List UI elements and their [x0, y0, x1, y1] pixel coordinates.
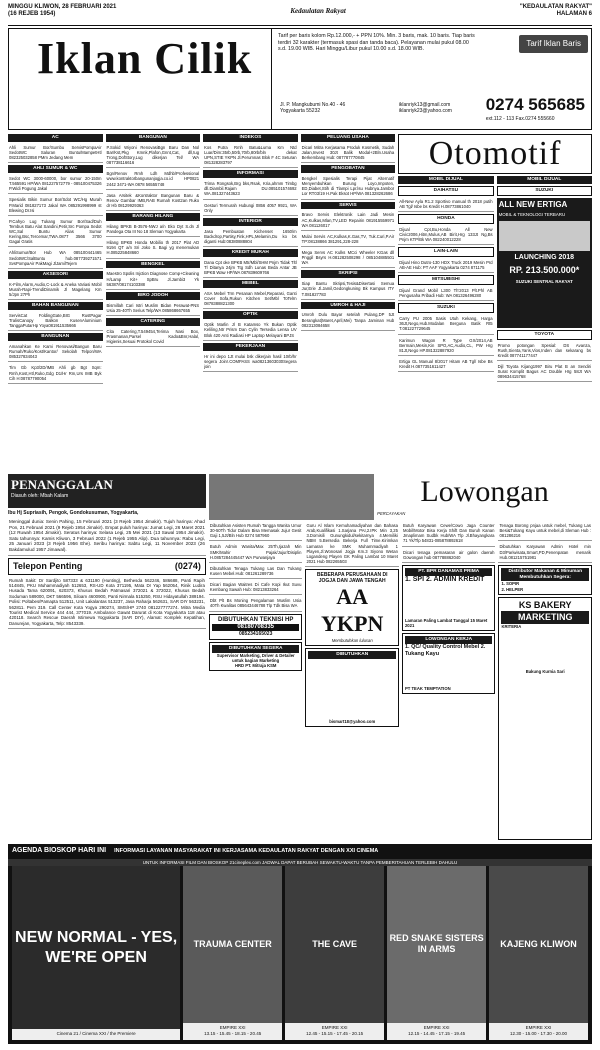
- ad-item: P.Cahyo Lug Tukang Sumur Bor/Sad/Duh Tembus Batu Alat Sandini,Petir,Src Pompa Sedot WC,Sal Buntu Alias Sumur Kering,Bsc,Tercemar,TWA.0877 3566 3700 Gagal Gratis: [8, 218, 103, 248]
- ad-item: Bravo Servis Elektronik Lain Jadi Mesin AC,Kulkas,Mlan,TV,LED Repairin 081915559971 WA 081126017: [301, 211, 396, 230]
- cat-mitsubishi: MITSUBISHI: [398, 275, 493, 285]
- category-header: PELUANG USAHA: [301, 134, 396, 142]
- category-header: AKSESORI: [8, 271, 103, 279]
- bpr-deadline: Lamaran Paling Lambat Tanggal 15 Maret 2021: [404, 618, 488, 629]
- lowongan-col-3: [402, 522, 496, 840]
- segera-hrd: HRD PT. Mitraja KSM: [234, 663, 277, 669]
- tarif-tag: Tarif Iklan Baris: [519, 35, 588, 53]
- ykpn-headline: BEBERAPA PERUSAHAAN DI JOGJA DAN JAWA TENGAH: [316, 572, 388, 585]
- poster-image: KAJENG KLIWON: [489, 866, 588, 1023]
- phone-block: [486, 95, 591, 122]
- distributor-helper: 2. HELPER: [501, 586, 524, 592]
- email-1[interactable]: iklanriyk13@gmail.com: [398, 102, 451, 109]
- column-4: [301, 134, 396, 470]
- ad-item: Hilang BPKB B-3576-NWJ a/n Eko Dyt S.dn Jl Pandega Ota III No 18 Sleman Yogyakarta: [106, 223, 201, 237]
- deceased-name: Ibu Hj Supriasih, Pengok, Gondokusuman, Yogyakarta,: [8, 510, 139, 516]
- showtime-info: [285, 1023, 384, 1041]
- job-ad: Dicari Bagian Waitres Di Cafe Kopi Ikut Suvu Kembang Sawah Hub: 08213833264: [209, 581, 303, 595]
- ertiga-price: RP. 213.500.000*: [509, 265, 580, 276]
- cat-mobil-dijual: MOBIL DIJUAL: [398, 176, 493, 184]
- page-header: [8, 4, 592, 26]
- theater-name: Cinema 21 / Cinema XXI / the Premiere: [56, 1031, 136, 1037]
- jawa-date-line: (16 REJEB 1954): [8, 11, 56, 18]
- bpr-positions: 1. SPI 2. ADMIN KREDIT: [404, 575, 485, 583]
- column-2: [106, 134, 201, 470]
- distributor-sopir: 1. SOPIR: [501, 581, 520, 587]
- ad-item: K-Film,Alarm,Audio,C-Lock & Aneka Variasi Mobil Murah-Rapi-TrendiDinamik Jl Magelang Km 5/Jpn 27Ph: [8, 281, 103, 300]
- category-header: OPTIK: [203, 311, 298, 319]
- category-header: MEBEL: [203, 280, 298, 288]
- category-header: PEKERJAAN: [203, 343, 298, 351]
- ad-item: Gesturi Termurah Hubungi 0856 4057 9921, WA Only: [203, 202, 298, 216]
- lowongan-section: [209, 474, 592, 840]
- ad-item: All-New Ayla R1.2 Sportivo manual th 2018 putih AB Tgl/ Isbe bs Kredit H.08773861040: [398, 198, 493, 212]
- theater-name: EMPIRE XXI: [321, 1024, 348, 1030]
- ad-item: Hilang BPKB Honda Mobilio th 2017 Plat AD 9194 QT a/n Sri Joko S. Bagi yg menemukan H.085225848660: [106, 239, 201, 258]
- category-header: SKRIPSI: [301, 270, 396, 278]
- category-header: BIRO JODOH: [106, 292, 201, 300]
- ad-item: Promo potongan Spesial: DS Avanza, Rush,Sienta,Yaris,Vios,Inden dan sekarang bs Kredit 087741177447: [497, 342, 592, 361]
- agenda-bioskop: [8, 844, 592, 1044]
- job-ad: Guru Al Islam Kemuhamadiyahan dan Bahasa Arab,Kualifikasi 1.Sarjana PAI,2.IPK Min 3,25 3.Domisili Gunungkidul/sekitarnya 4.Memiliki NBM 5.Bersedia Bekerja Full Time.Kirimkan Lamaran ke SMK Muhammadiyah 1 Playen,Jl.Wonosari Jogja Km.3 Siyono Wetan Logandeng Playen GK Paling Lambat 10 Maret 2021 Hub 082265503: [305, 522, 399, 567]
- film-poster: [183, 866, 282, 1040]
- ykpn-ad: [305, 569, 399, 646]
- teknisi-phone: 08180708335: [212, 624, 300, 631]
- otomotif-section: [398, 134, 592, 470]
- tarif-text: Tarif per baris kolom Rp.12.000,- + PPN 10%. Min. 3 baris, mak. 10 baris. Tiap baris terdiri 32 karakter (termasuk spasi dan tanda baca). Pelayanan mulai pukul 08.00 s.d. 19.00 WIB. Hari Minggu/Libur pukul 10.00 s.d. 18.00 WIB.: [278, 33, 475, 53]
- otomotif-col-1: [398, 176, 493, 470]
- tp-title: Telepon Penting: [13, 560, 83, 571]
- penanggalan-title: PENANGGALAN: [11, 477, 113, 492]
- ksbakery-position: MARKETING: [501, 611, 589, 624]
- ad-item: Siap Bantu Skripsi,Tesis&Disertasi Semua Jur,Erie Jl.Jamil,Gedongkuning Bk Kampus ITY T.081827783: [301, 280, 396, 299]
- bpr-ad: [402, 565, 496, 632]
- ad-item: Umroh Dulu Bayar setelah Pulang,DP 5Jt Berangkat(Maret,April,Mei) Tanpa Jaminan Hub 082313084658: [301, 311, 396, 330]
- lowongan-col-1: [209, 522, 303, 840]
- lowongan-columns: [209, 522, 592, 840]
- showtimes: 12.45 - 15.15 - 17.45 - 20.15: [306, 1031, 364, 1037]
- column-3: [203, 134, 298, 470]
- ad-item: Mulai Servis AC,Kulkas,K.Gas,TV, Tuk.Curi,P.Air TP:08138866 381291,228-228: [301, 233, 396, 247]
- penanggalan-subtitle: Diasuh oleh: Mbah Kalam: [11, 492, 69, 499]
- ad-item: Amanahkan Ke Kami Renovasi/Bangun Baru Rumah/Ruko/Kost/Kantor/ Sekolah Telpon/WA 085327834043: [8, 343, 103, 362]
- segera-ad: [209, 642, 303, 671]
- lowongan-col-4: [498, 522, 592, 840]
- middle-section: [8, 474, 592, 840]
- ad-item: Ahli Sumur Bor/Sumbu ServisPompaAir SedotWC Saluran Buntu/MampetHtl 082325032858 PMm Jedang Mem: [8, 144, 103, 163]
- category-header: UMROH & HAJI: [301, 302, 396, 310]
- teak-company: PT TEAK TEMPTATION: [404, 685, 451, 691]
- ad-item: ServisCat FoldingGate,BIG RustPagar TralisCanopy Balkon KusenAluminium TanggaPutarHp Yoya081911535666: [8, 312, 103, 331]
- category-header: PENGOBATAN: [301, 165, 396, 173]
- showtime-info: [12, 1029, 180, 1040]
- launch-text: LAUNCHING 2018: [514, 253, 575, 261]
- ksbakery-requirements: [501, 629, 589, 669]
- telepon-penting-text: Rumah Sakit: Dr Sardjito 587333 & 631190 (Hunting), Bethesda 562246, 586688, Panti Rapih 514845, PKU Muhammadiyah 512653, RS-UD Kota 371195, Mata Dr Yap 562054, Rinik Ludira Husada Tama 620091, 620373, Khusus Bedah Patmasari 372021 & 372022, Khusus Bedah Soduman 589000, DKT 566596, Siloam 4600900, Panti Nirmala 515250, RSU Hidayatullah 389194. Polisi: Poltabes/Pamapta 512511, Unit Lakalantas 513237, Jasa Raharja 562631, SAR DIY 563231, 562811. Pem 319. Call Center Kota Yogya 290274, SMS/HP 2740 081227777274. Mitra Media Tourist Medical Service 444 444, 377019. Ambulance Gawat Darurat di Kota Yogyakarta 118 atau 420118. Search Rescue Daerah Istimewa Yogyakarta (SAR DIY), Alamat: Komplek Kepatihan, Danurejan, Yogyakarta, Telp: 8543339.: [8, 577, 206, 629]
- email-2[interactable]: iklanriyk23@yahoo.com: [398, 108, 452, 115]
- showtime-info: [387, 1023, 486, 1041]
- cat-suzuki: SUZUKI: [497, 186, 592, 196]
- film-poster: [489, 866, 588, 1040]
- teak-positions: 1. QC/ Quality Control Mebel 2. Tukang Kayu: [404, 644, 486, 657]
- ad-item: Bismillah Cari Istri Muslim Bidan Perawat-PNS Usia 25-40Th Serius Telp/WA 085868667655: [106, 302, 201, 316]
- film-poster: [285, 866, 384, 1040]
- dibutuhkan-ad: [305, 648, 399, 727]
- category-header: SERVIS: [301, 202, 396, 210]
- job-ad: Dibutuhkan Tenaga Tukang Las Dan Tukang Kusen Mebel.Hub: 081261289736: [209, 565, 303, 579]
- teknisi-hp-ad: [209, 614, 303, 641]
- ad-item: Sedot WC 3000-60000, bor sumur 20-150m T.565591 HP/WA 081227572779 - 085100475326 P.Widi Pogung Jakal: [8, 175, 103, 194]
- ad-item: Trima Rongsok,Brg bks,Rsak, Kria,ahmm Timbg dll.Diambil.Rajam DU.085101574692 WA.081327443623: [203, 180, 298, 199]
- ad-item: Bgn/Renov Rmh Ldh Mdhb/Professional www.kontraktorbangunanjogja.co.id HP0821 2442 3471-WA 0878 56555748: [106, 170, 201, 189]
- category-header: BAHAN BANGUNAN: [8, 302, 103, 310]
- ksbakery-title: KS BAKERY: [518, 599, 572, 610]
- otomotif-col-2: [497, 176, 592, 470]
- classified-columns: [8, 134, 592, 470]
- tp-area-code: (0274): [174, 560, 201, 571]
- poster-image: NEW NORMAL - YES, WE'RE OPEN: [12, 866, 180, 1029]
- penanggalan-telepon: [8, 474, 206, 840]
- job-ad: Dicari tenaga pemasaran air galon daerah Gowongan hub 087788862040: [402, 549, 496, 563]
- ad-item: Dijual Grand Mobil L300 Th'2013 Plt.Phl AB Pengusaha Pribadi Hub: WA 081326496280: [398, 287, 493, 301]
- teak-title: LOWONGAN KERJA: [405, 636, 493, 644]
- showtime-info: [183, 1023, 282, 1041]
- ykpn-sub: Membutuhkan lulusan: [331, 637, 373, 643]
- extension: ext.112 - 113 Fax.0274 555660: [485, 115, 555, 122]
- ad-item: AhliSumur/Bor Hub WA 085100441465 SedotWC/SalBuntu hub.087739271571 SvsPompaAir PakMagi JlJamilTejem: [8, 249, 103, 268]
- ad-item: Mega Servs AC Kulks MCci Wheeler KGas dll Pnggil Bsyrs H.081282508298 / 085104885501 WA: [301, 249, 396, 268]
- segera-positions: Supervisor Marketing, Driver & Detailer untuk bagian Marketing: [216, 653, 295, 664]
- category-header: BANGUNAN: [106, 134, 201, 142]
- agenda-subtitle: UNTUK INFORMASI FILM DAN BIOSKOP 21cineplex.com JADWAL DAPAT BERUBAH SEWAKTU-WAKTU TANPA PEMBERITAHUAN TERLEBIH DAHULU: [8, 859, 592, 866]
- teak-ad: [402, 633, 496, 693]
- poster-image: TRAUMA CENTER: [183, 866, 282, 1023]
- penanggalan-text: Meninggal dunia: Senin Pahing, 15 Februari 2021 (3 Rejeb 1954 Jimakir). Tujuh harinya: Ahad Pon, 21 Februari 2021 (9 Rejeb 1954 Jimakir). Empat puluh harinya: Jumat Legi, 26 Maret 2021 (12 Ruwah 1954 Jimakir). Seratus harinya: Selasa Legi, 25 Mei 2021 (13 Sawal 1954 Jimakir). Satu tahunnya: Kamis Kliwon, 3 Februari 2022 (1 Rejeb 1955 Alip). Dua tahunnya: Rabu Legi, 25 Januari 2023 (3 Rejeb 1956 Ehe). Seribu harinya: Sabtu Legi, 11 November 2023 (26 Bakdamulud 1957 Jimawal).: [8, 518, 206, 556]
- job-ad: Butuh Karyawan Cewe/Cowo Jaga Counter Mobil/Motor Bisa Kerja Shift Dan Buruh Kanan Jmaplimam Sudbk Hub/WA Tlp Jl.Bhayangkara 71 Yk/Tlp 54831-085878892618: [402, 522, 496, 547]
- category-header: INFORMASI: [203, 170, 298, 178]
- job-ad: Dibutuhkan Karyawan Admin Hotel min D3/Pariwisata,Smart,PD,Penenpatan menarik Hub.081215751981: [498, 543, 592, 562]
- ksbakery-criteria: KRITERIA: [501, 623, 522, 629]
- theater-name: EMPIRE XXI: [423, 1024, 450, 1030]
- ad-item: Karimun Wagon R Type GX/2014,AB Bermain,Mesin,Kin SPO,AC,Audio,CL, PW Hrg 81Jt,Nego HP.081322887920: [398, 337, 493, 356]
- ad-item: Kos Putra Rmh Batu&Luma Km Ntd Luar/Dim:35rb,50rb,70rb,80rb/bln dekat UPN,STIE YKPN Jl.Perumnas Blok F 4C Seturan 081328283797: [203, 144, 298, 169]
- date-line: MINGGU KLIWON, 28 FEBRUARI 2021: [8, 4, 117, 10]
- job-ad: Butuh Admin Wanita/Max 25Th,Ijazah Min SMK/Mahir Pajak/Jujur/Disiplin H.0857284445447 WA Purwanjaya: [209, 543, 303, 562]
- job-ad: Dbt Plt Bs Moning Pengalaman Muslim Usia 40Th Kwalitas 085643446788 Tlp Tdk Bisa WA: [209, 597, 303, 611]
- penanggalan-header: [8, 474, 206, 508]
- distributor-title: Distributor Makanan & Minuman Membutuhkan Segera:: [501, 568, 589, 582]
- category-header: BARANG HILANG: [106, 213, 201, 221]
- lowongan-title-block: [377, 474, 592, 520]
- dealer-name: SUZUKI SENTRAL RAKYAT: [515, 279, 573, 285]
- segera-title: DIBUTUHKAN SEGERA: [212, 645, 300, 653]
- otomotif-columns: [398, 176, 592, 470]
- category-header: BENGKEL: [106, 261, 201, 269]
- ad-item: Dicari Mitra Kerjasama Produk Kosmetik, Sudah Jalan,Invest 30Jt Balik Modal+2Bln.Usaha Berkembang Hub: 087787770845: [301, 144, 396, 163]
- distributor-ad: [498, 565, 592, 595]
- agenda-info: INFORMASI LAYANAN MASYARAKAT INI KERJASAMA KEDAULATAN RAKYAT DENGAN XXI CINEMA: [114, 848, 379, 854]
- publisher-logo: Kedaulatan Rakyat: [290, 7, 346, 15]
- section-title: Iklan Cilik: [8, 28, 272, 130]
- agenda-header: [8, 844, 592, 859]
- category-header: AC: [8, 134, 103, 142]
- ad-item: Jasa Arsitek &Kontraktor Bangunan Baru & Renov Gambar IMB,RAB Rumah Kost2an Ruko dr Hb 08129929363: [106, 192, 201, 211]
- header-right: [520, 4, 592, 25]
- suzuki-ertiga-ad: [497, 198, 592, 328]
- ad-item: Maestro Spolis Injction Diagnose Comp+Cleaning H/Lamp Kit+ SpBru Jl.Jambi3 Yk 56387/08174103388: [106, 270, 201, 289]
- column-1: [8, 134, 103, 470]
- bpr-name: PT. BPR DANAMAS PRIMA: [405, 568, 493, 576]
- category-header: BANGUNAN: [8, 333, 103, 341]
- category-header: AHLI SUMUR & WC: [8, 165, 103, 173]
- category-header: INTERIOR: [203, 218, 298, 226]
- lowongan-header: [209, 474, 592, 520]
- category-header: CATERING: [106, 318, 201, 326]
- car-photo: [499, 221, 590, 251]
- ad-item: Dijl Toyota Kijang1997 Biru Plat B an Sendiri Surat Komplit Bagus AC Double Hrg 58Jt WA 089634415768: [497, 363, 592, 382]
- cat-suzuki: SUZUKI: [398, 303, 493, 313]
- ad-item: P.Sokid Wiyoni RenovasiBgn Baru Dan Nol Bar/Kst,Pkg Kmnk,Plafon,Gnnt,Cat, dll,tug Trong,DofStory,Lug dikerjan Tel/ WA 087738116616: [106, 144, 201, 169]
- dibutuhkan-email[interactable]: bismart18@yahoo.com: [329, 718, 376, 724]
- ad-item: Jasa Pembuatan Kichenset 1650/m Backdrop,Partisy,Fink,HPL,Melamin,Du ko bs diganti Hub:08380888804: [203, 228, 298, 247]
- lowongan-title: Lowongan: [420, 475, 549, 508]
- cat-lain-lain: LAIN-LAIN: [398, 247, 493, 257]
- ad-item: Dijual Cpt,Bu,Honda All New Civic2006,Hitm,Mulus,AB Birit,Hrg 133Jt Ng,Bs Pnjm KTP/Bk WA 082240012228: [398, 226, 493, 245]
- job-ad: Tenaga Borong pnjaa untuk mebel, Tukang Las Besi&Tukang Kayu untuk mebel,di Sleman Hub : 081286216: [498, 522, 592, 541]
- cat-toyota: TOYOTA: [497, 330, 592, 340]
- address: Jl. P. Mangkubumi No.40 - 46 Yogyakarta 55232: [280, 102, 346, 115]
- ad-item: Ertiga GL Manual 8/2017 Hitam AB Tgl/ Isbe Bs Kredit H.0877351611427: [398, 358, 493, 372]
- main-phone: 0274 565685: [485, 95, 585, 114]
- ykpn-logo-text: AA YKPN: [321, 584, 384, 637]
- ad-item: Dijual Hino Dutro-130 HDX Truck 2019 Mesin Prd AB-AE Hub: PT AAF Yogyakarta 0274 871175: [398, 259, 493, 273]
- ad-item: Dana Cpt oke BPKB Mtr/Mbl/SHM Pnjm Tidak Tltl Tl Ditanya 24jm Ttg Sdh Lunas Beda Antar JB BPKB Waw HP/WA 087839609766: [203, 259, 298, 278]
- poster-image: THE CAVE: [285, 866, 384, 1023]
- category-header: INDEKOS: [203, 134, 298, 142]
- ad-item: Spesialis Bikin Sumur Bor/Sdot WC/Hg Murah P.Marid 081827173 Jakal WA 085291998999 st Blewing Dr.Isi: [8, 196, 103, 215]
- iklan-cilik-banner: [8, 28, 592, 130]
- showtimes: 12.30 - 15.00 - 17.30 - 20.00: [510, 1031, 568, 1037]
- theater-name: EMPIRE XXI: [525, 1024, 552, 1030]
- cat-honda: HONDA: [398, 214, 493, 224]
- ksbakery-address: Bakung Kurnia Sari: [525, 668, 565, 674]
- category-header: KREDIT MURAH: [203, 249, 298, 257]
- telepon-penting-header: [8, 558, 206, 575]
- page-number: HALAMAN 6: [556, 11, 592, 18]
- poster-image: RED SNAKE SISTERS IN ARMS: [387, 866, 486, 1023]
- lowongan-photo: [209, 474, 374, 520]
- bpr-requirements: [405, 584, 493, 618]
- ertiga-headline: ALL NEW ERTIGA: [498, 199, 568, 209]
- tarif-box: [272, 28, 592, 130]
- film-posters: [12, 866, 588, 1040]
- contact-row: [280, 95, 591, 122]
- cat-daihatsu: DAIHATSU: [398, 186, 493, 196]
- teknisi-phone-2: 085234165023: [238, 631, 273, 638]
- agenda-title: AGENDA BIOSKOP HARI INI: [12, 847, 107, 854]
- lowongan-col-2: [305, 522, 399, 840]
- ksbakery-ad: [498, 597, 592, 840]
- ad-item: Optik Marlin Jl B Katamso Yk Bukan Optik Keliling,Ntr Prism Dan Cylin Tersedia Lensa UV Blok 420 Anti Radiasi HP Laptop Melayani BPJS: [203, 321, 298, 340]
- ad-item: Bengkel Spesialis Terapi Pijat Alternatif Menyembuhkan Burung Loyo,Impoten, ED,Diabet,Stih di Tlampi Lpr.lsu Hubnya.Jambor Lor RT03/19 H.Pak Eksot HP/WA 081328262686: [301, 175, 396, 200]
- showtimes: 13.15 - 15.45 - 18.15 - 20.45: [204, 1031, 262, 1037]
- otomotif-title: Otomotif: [398, 134, 592, 174]
- paper-name: "KEDAULATAN RAKYAT": [519, 4, 592, 10]
- ad-item: Carry PU 2005 Sasis Utuh Kekang, Harga 36Jt,Nego,Hub.Modalan Berguna Batik Rt5 T.081227729645: [398, 315, 493, 334]
- dibutuhkan-body: [308, 659, 396, 719]
- dibutuhkan-title: DIBUTUHKAN: [308, 651, 396, 659]
- cat-mobil-dijual: MOBIL DIJUAL: [497, 176, 592, 184]
- ad-item: Tim Gb Kp3/2D/IMB Ahli gb Bgt Sqm: Rmh,Kost,Htl,Ruko,Gdg D1/Hr Rm,Urs IMB Byk Cih H:08787790054: [8, 364, 103, 383]
- ertiga-subhead: MOBIL & TEKNOLOGI TERBARU: [498, 212, 566, 218]
- ad-item: Cita Catering,T.549454,Terima Nasi Box, Prasmanan,Parsel Kado&Bnr,Halal, Higienis,Sesuai Protokol Covid: [106, 328, 201, 347]
- job-ad: Dibutuhkan Asisten Rumah Tangga Wanita Umur 30-50Th Tidur Dalam Bisa Memasak Jujur Gesit Gaji 1,5Jt/Bln Hub 0274 587960: [209, 522, 303, 541]
- header-date: [8, 4, 116, 25]
- theater-name: EMPIRE XXI: [219, 1024, 246, 1030]
- emails: [399, 102, 452, 114]
- teknisi-title: DIBUTUHKAN TEKNISI HP: [218, 616, 294, 623]
- showtimes: 12.15 - 14.45 - 17.15 - 19.45: [408, 1031, 466, 1037]
- showtime-info: [489, 1023, 588, 1041]
- lowongan-slogan: PERCAYAKAN: [377, 510, 406, 516]
- film-poster: [12, 866, 180, 1040]
- film-poster: [387, 866, 486, 1040]
- ad-item: ASA Mebel Trm Pesanan Mebel,Reparasi, Ganti Cover Sofa,Rukun Kitchen Set/Mbl ToTelrn 0878388821300: [203, 290, 298, 309]
- teak-requirements: [405, 658, 493, 686]
- ad-item: Hr ini depo 1Jt mulai bsk dikerjain hasil 10rb/hr segera Join!.COMPASS wa08213603030Segera join: [203, 353, 298, 372]
